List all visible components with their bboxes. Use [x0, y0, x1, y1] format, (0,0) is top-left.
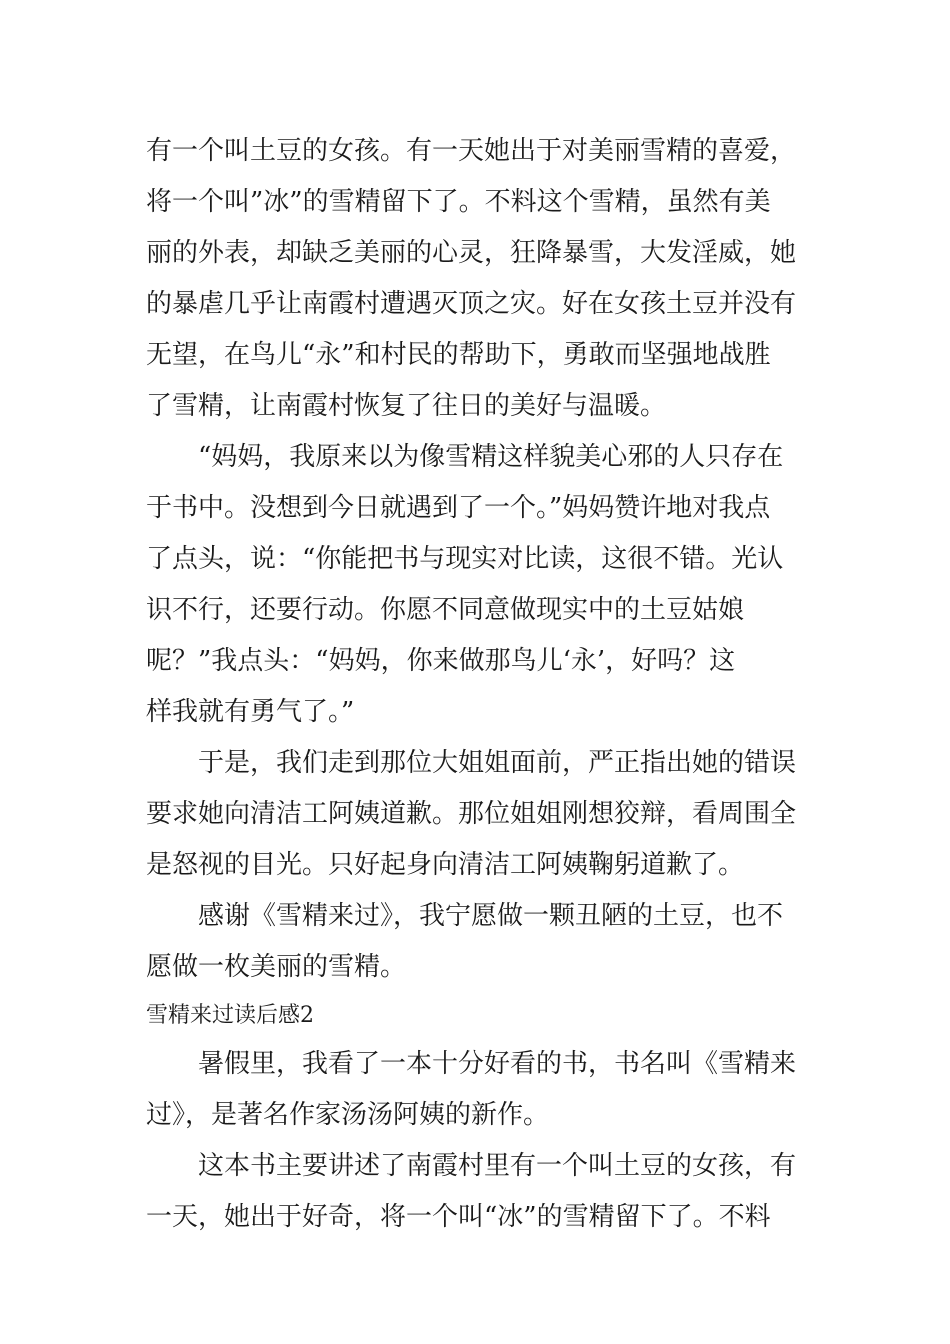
paragraph-start-line: 于是，我们走到那位大姐姐面前，严正指出她的错误 [198, 748, 797, 778]
paragraph-start-line: “妈妈，我原来以为像雪精这样貌美心邪的人只存在 [198, 442, 784, 472]
text-line: 于书中。没想到今日就遇到了一个。”妈妈赞许地对我点 [146, 493, 771, 523]
text-line: 无望，在鸟儿“永”和村民的帮助下，勇敢而坚强地战胜 [146, 340, 771, 370]
text-line: 了点头，说：“你能把书与现实对比读，这很不错。光认 [146, 544, 784, 574]
document-body [146, 126, 806, 1243]
paragraph-start-line: 这本书主要讲述了南霞村里有一个叫土豆的女孩，有 [198, 1151, 797, 1181]
text-line: 将一个叫”冰”的雪精留下了。不料这个雪精，虽然有美 [146, 187, 771, 217]
text-line: 过》，是著名作家汤汤阿姨的新作。 [146, 1100, 550, 1130]
text-line: 的暴虐几乎让南霞村遭遇灭顶之灾。好在女孩土豆并没有 [146, 289, 797, 319]
paragraph-start-line: 感谢《雪精来过》，我宁愿做一颗丑陋的土豆，也不 [198, 901, 784, 931]
text-line: 有一个叫土豆的女孩。有一天她出于对美丽雪精的喜爱， [146, 136, 797, 166]
text-line: 了雪精，让南霞村恢复了往日的美好与温暖。 [146, 391, 667, 421]
text-line: 要求她向清洁工阿姨道歉。那位姐姐刚想狡辩，看周围全 [146, 799, 797, 829]
section-heading: 雪精来过读后感2 [146, 1003, 314, 1028]
paragraph-start-line: 暑假里，我看了一本十分好看的书，书名叫《雪精来 [198, 1049, 797, 1079]
text-line: 识不行，还要行动。你愿不同意做现实中的土豆姑娘 [146, 595, 745, 625]
text-line: 是怒视的目光。只好起身向清洁工阿姨鞠躬道歉了。 [146, 850, 745, 880]
text-line: 一天，她出于好奇，将一个叫“冰”的雪精留下了。不料 [146, 1202, 771, 1232]
text-line: 呢？”我点头：“妈妈，你来做那鸟儿‘永’，好吗？这 [146, 646, 736, 676]
text-line: 样我就有勇气了。” [146, 697, 355, 727]
text-line: 丽的外表，却缺乏美丽的心灵，狂降暴雪，大发淫威，她 [146, 238, 797, 268]
text-line: 愿做一枚美丽的雪精。 [146, 952, 407, 982]
